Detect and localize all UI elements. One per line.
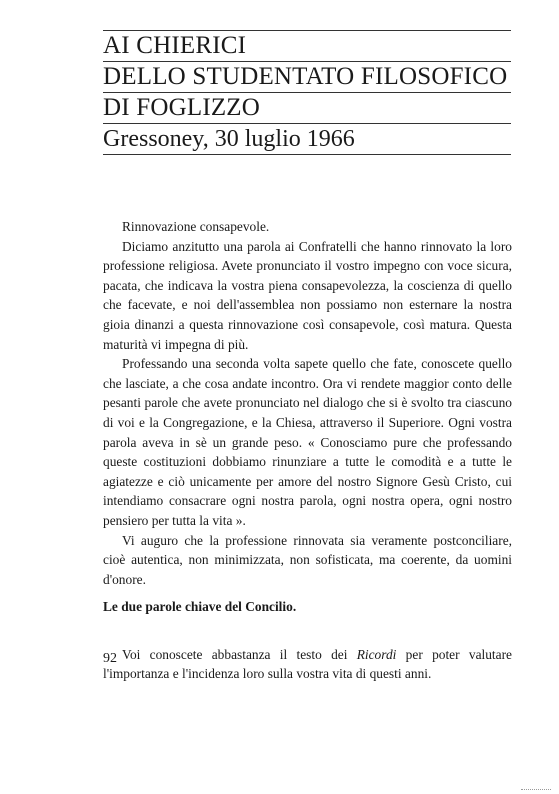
header-line-1: AI CHIERICI [103,32,247,59]
header-line-3: DI FOGLIZZO [103,94,261,121]
scan-corner-mark [521,789,551,790]
paragraph: Diciamo anzitutto una parola ai Confratelli che hanno rinnovato la loro professione religiosa. Avete pronunciato il vostro impegno con voce sicura, pacata, che indicava la vostra piena consapevolezza, la coscienza di quello che facevate, e noi dell'assemblea non possiamo non esternare la nostra gioia dinanzi a questa rinnovazione così consapevole, così matura. Questa maturità vi impegna di più. [103,238,512,352]
header-place-date: Gressoney, 30 luglio 1966 [103,126,355,152]
document-header [103,30,511,155]
paragraph: Professando una seconda volta sapete quello che fate, conoscete quello che lasciate, a che cosa andate incontro. Ora vi rendete maggior conto delle pesanti parole che avete pronunciato nel dialogo che si è svolto tra ciascuno di voi e la Congregazione, e la Chiesa, attraverso il Superiore. Ogni vostra parola aveva in sè un grande peso. « Conosciamo pure che professando queste costituzioni dobbiamo rinunziare a tutte le comodità e a tutte le agiatezze e ciò unicamente per amore del nostro Signore Gesù Cristo, cui intendiamo consacrare ogni nostra parola, ogni nostra opera, ogni nostro pensiero per tutta la vita ». [103,356,512,528]
paragraph: Rinnovazione consapevole. [122,219,270,234]
paragraph [103,645,512,684]
paragraph-text: Voi conoscete abbastanza il testo dei [122,646,357,662]
paragraph-italic-text: Ricordi [356,646,397,662]
header-line-2: DELLO STUDENTATO FILOSOFICO [103,63,508,90]
header-rule [103,154,511,155]
paragraph: Vi auguro che la professione rinnovata sia veramente postconciliare, cioè autentica, non minimizzata, non sofisticata, ma coerente, da uomini d'onore. [103,532,512,587]
paragraph-text: per poter valutare l'importanza e l'incidenza loro sulla vostra vita di questi anni. [103,646,512,682]
body-text [103,217,512,684]
section-subtitle: Le due parole chiave del Concilio. [103,599,297,615]
page-number: 92 [103,651,117,666]
